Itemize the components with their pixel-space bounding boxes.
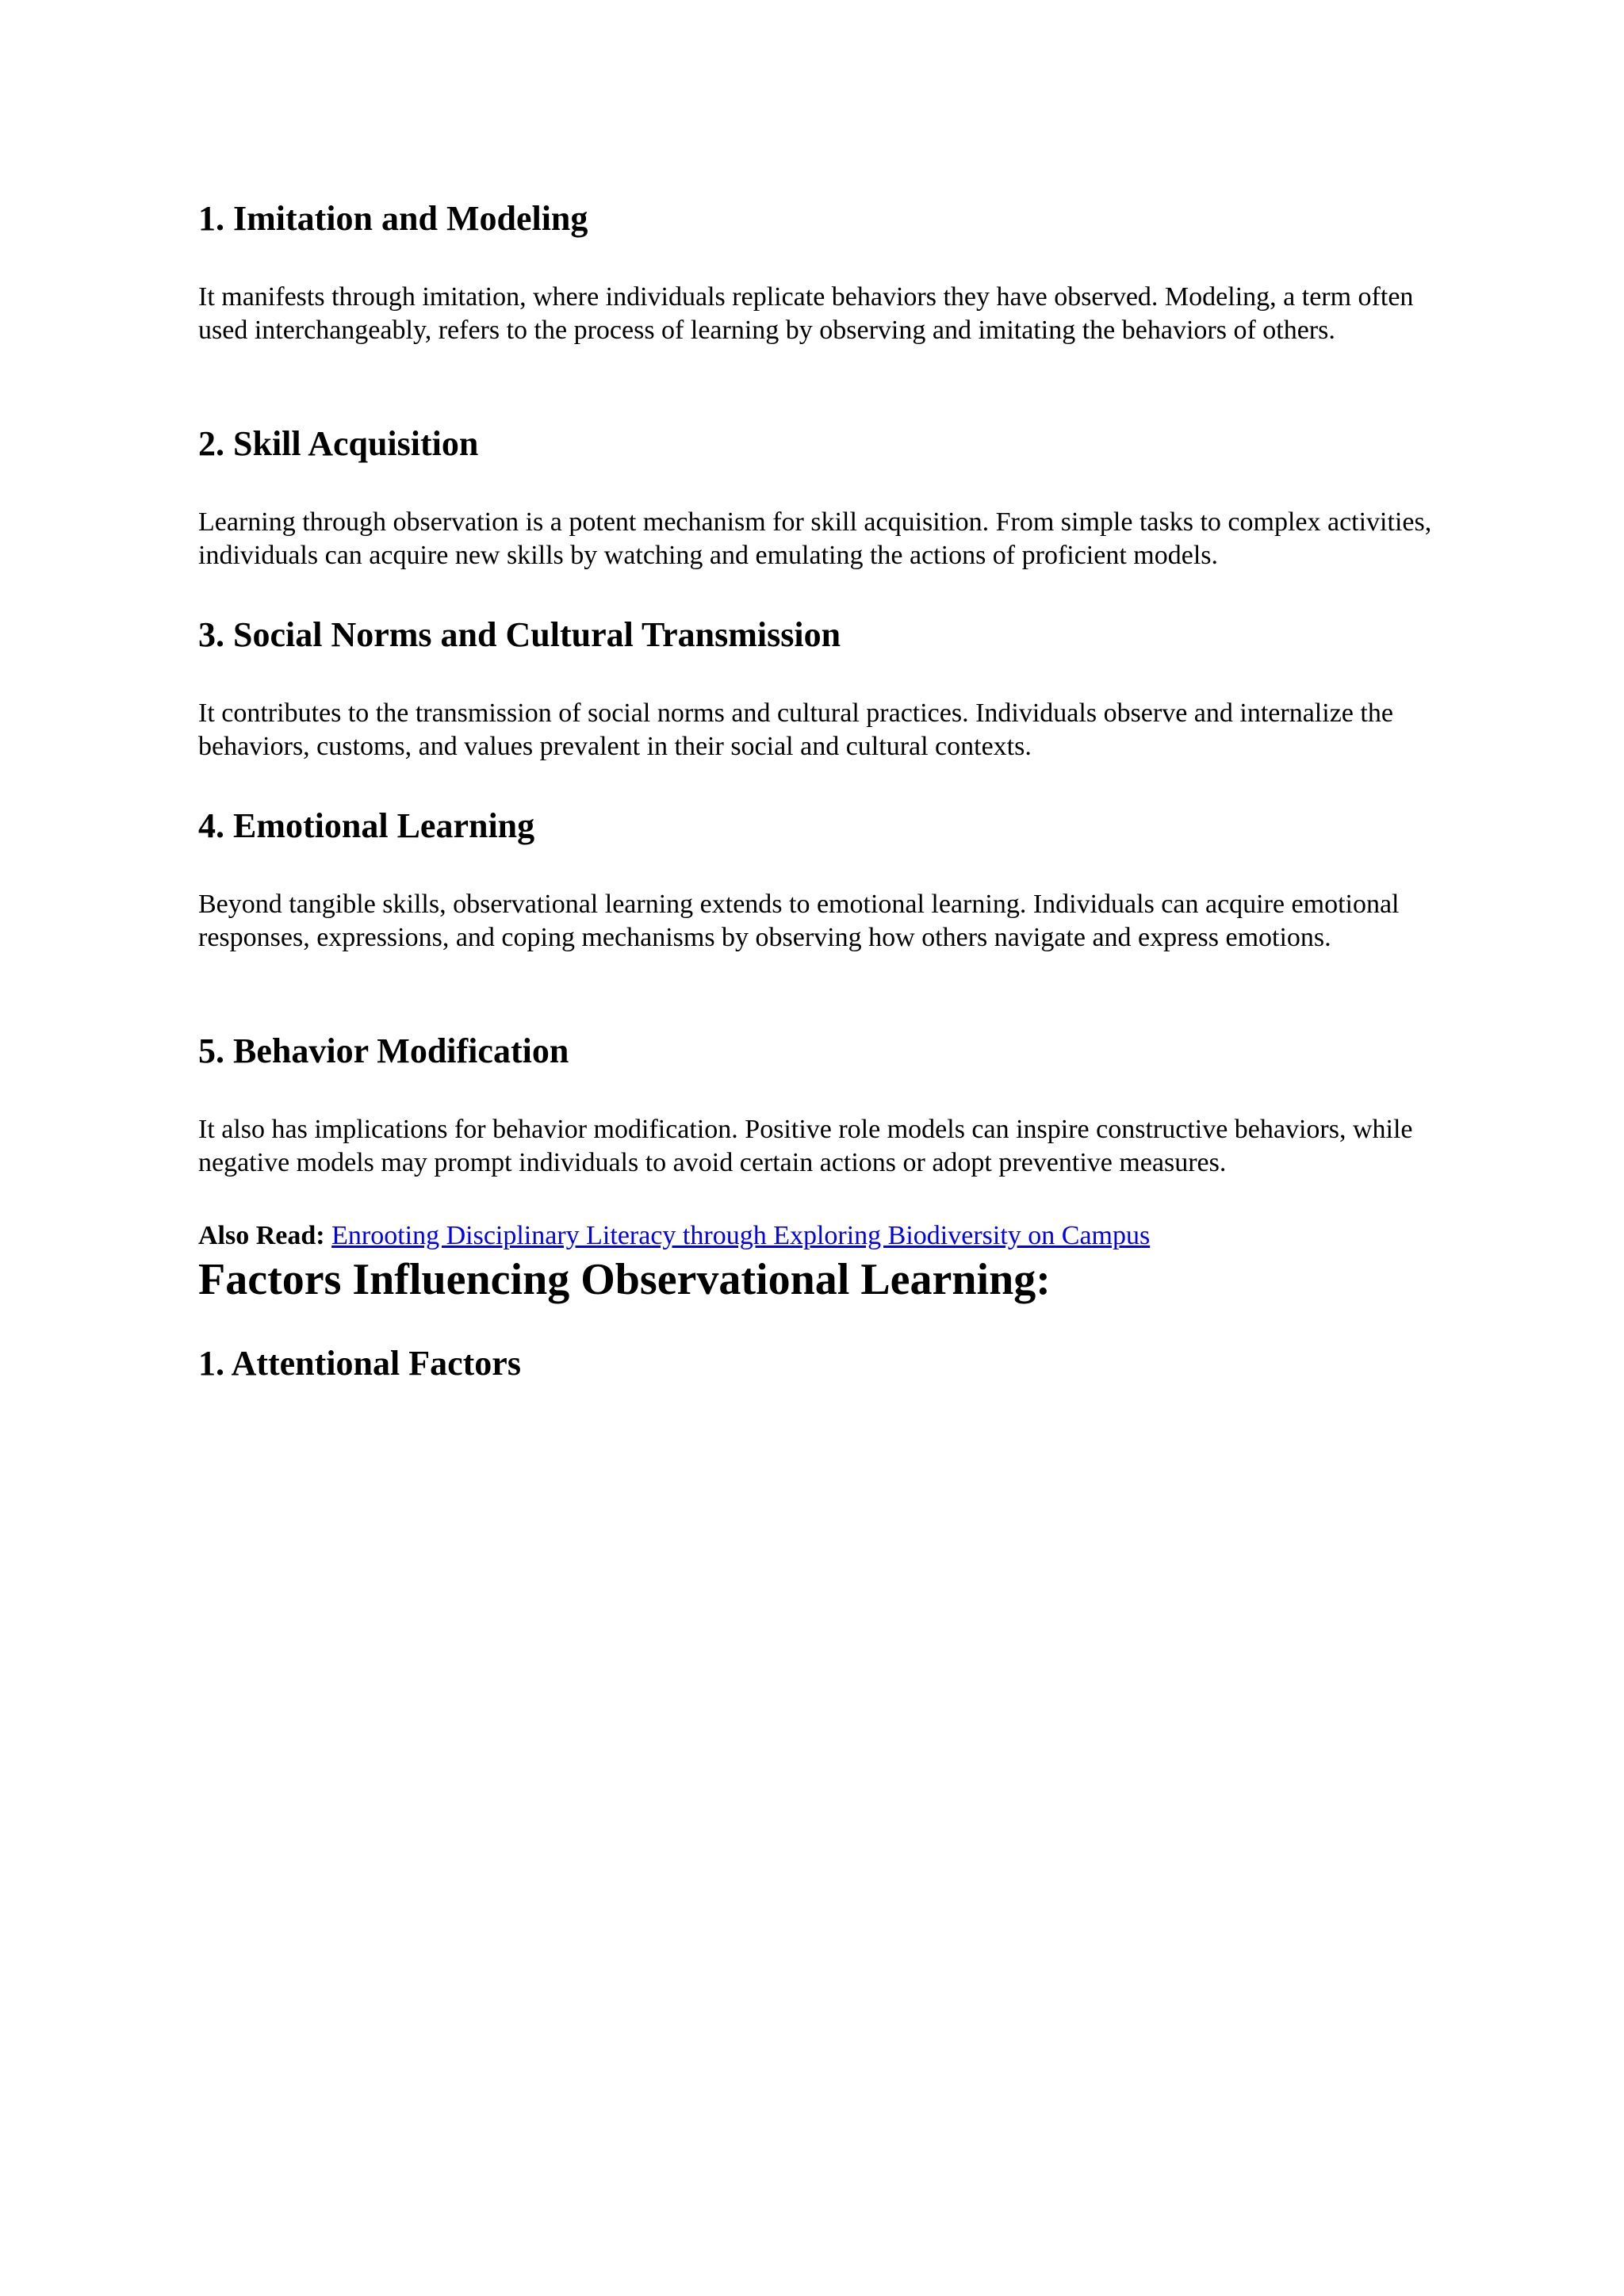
section-heading-imitation: 1. Imitation and Modeling	[198, 199, 588, 238]
section-body-skill: Learning through observation is a potent mechanism for skill acquisition. From simple tasks to complex activities, individuals can acquire new skills by watching and emulating the actions of proficient models.	[198, 507, 1432, 570]
section-body-emotional: Beyond tangible skills, observational learning extends to emotional learning. Individuals can acquire emotional responses, expressions, and coping mechanisms by observing how others navigate and express emotions.	[198, 890, 1400, 952]
section-body-social-norms: It contributes to the transmission of social norms and cultural practices. Individuals observe and internalize the behaviors, customs, and values prevalent in their social and cultural contexts.	[198, 698, 1393, 761]
section-heading-social-norms: 3. Social Norms and Cultural Transmission	[198, 615, 841, 654]
also-read-line	[198, 1219, 1150, 1253]
factors-subheading-attentional: 1. Attentional Factors	[198, 1344, 521, 1383]
also-read-link[interactable]: Enrooting Disciplinary Literacy through Exploring Biodiversity on Campus	[331, 1221, 1151, 1250]
also-read-label: Also Read:	[198, 1221, 325, 1250]
section-body-behavior: It also has implications for behavior modification. Positive role models can inspire constructive behaviors, while negative models may prompt individuals to avoid certain actions or adopt preventive measures.	[198, 1115, 1413, 1177]
section-heading-skill: 2. Skill Acquisition	[198, 424, 479, 463]
section-body-imitation: It manifests through imitation, where individuals replicate behaviors they have observed. Modeling, a term often used interchangeably, refers to the process of learning by observing and imitating the behaviors of others.	[198, 282, 1414, 345]
section-heading-emotional: 4. Emotional Learning	[198, 806, 535, 845]
section-heading-behavior: 5. Behavior Modification	[198, 1031, 569, 1070]
factors-title: Factors Influencing Observational Learning:	[198, 1255, 1051, 1304]
